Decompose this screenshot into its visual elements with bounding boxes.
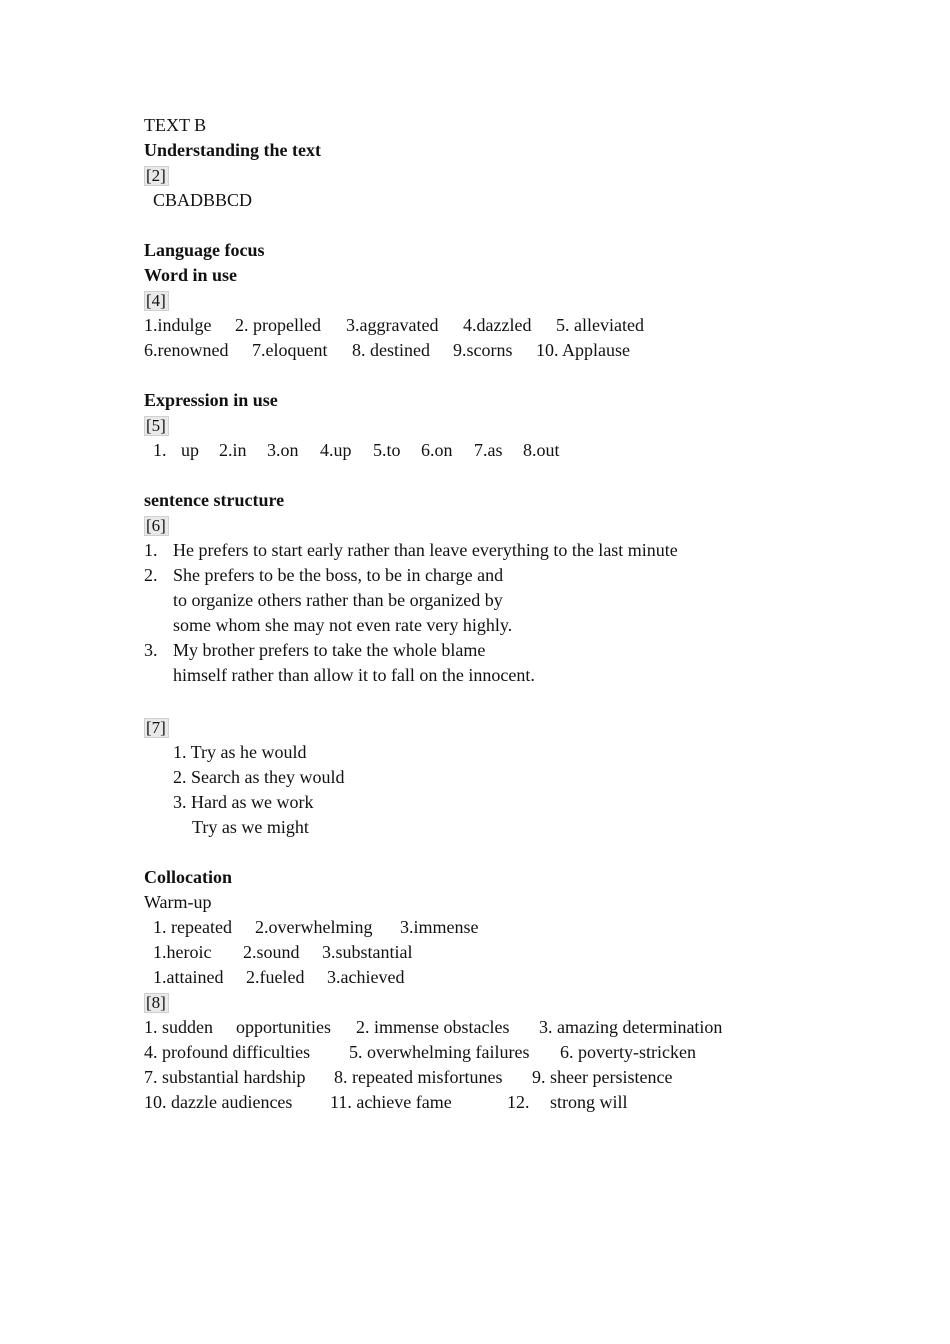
item-number: 2.: [144, 565, 158, 585]
answer-item: 5.to: [373, 440, 401, 460]
expression-in-use-row: [144, 438, 904, 463]
answer-item: 10. Applause: [536, 340, 630, 360]
word-in-use-row: [144, 313, 904, 338]
answer-item: 9. sheer persistence: [532, 1067, 673, 1087]
answer-item: 2.in: [219, 440, 247, 460]
warmup-label: Warm-up: [144, 892, 212, 912]
answer-item: 2.sound: [243, 942, 300, 962]
answer-item: 7.as: [474, 440, 503, 460]
answer-item: 3.achieved: [327, 967, 405, 987]
answer-key-document: [144, 113, 904, 1115]
item-text: to organize others rather than be organized by: [173, 590, 503, 610]
answer-item: 4. profound difficulties: [144, 1042, 311, 1062]
item-text: My brother prefers to take the whole blame: [173, 640, 486, 660]
answer-item: opportunities: [236, 1017, 331, 1037]
exercise-tag: [6]: [144, 516, 169, 536]
answer-item: 12.: [507, 1092, 530, 1112]
answer-item: 8. repeated misfortunes: [334, 1067, 503, 1087]
answer-item: 1.: [153, 440, 167, 460]
answer-item: 1.heroic: [153, 942, 212, 962]
collocation-heading: Collocation: [144, 867, 232, 887]
answer-item: 3.immense: [400, 917, 479, 937]
answer-item: 3.aggravated: [346, 315, 439, 335]
item-text: He prefers to start early rather than leave everything to the last minute: [173, 540, 678, 560]
answer-item: up: [181, 440, 199, 460]
answer-item: 3.on: [267, 440, 299, 460]
list-item: [144, 563, 904, 588]
answer-item: 2.fueled: [246, 967, 305, 987]
item-text: some whom she may not even rate very highly.: [173, 615, 513, 635]
word-in-use-row: [144, 338, 904, 363]
list-item: [144, 638, 904, 663]
answer-item: 11. achieve fame: [330, 1092, 452, 1112]
sentence-structure-heading: sentence structure: [144, 490, 285, 510]
answer-item: 8. destined: [352, 340, 430, 360]
answer-item: 6.renowned: [144, 340, 229, 360]
answer-item: 4.dazzled: [463, 315, 532, 335]
item-text: She prefers to be the boss, to be in charge and: [173, 565, 504, 585]
list-item: 2. Search as they would: [173, 767, 345, 787]
answer-item: 7. substantial hardship: [144, 1067, 306, 1087]
collocation-row: [144, 1090, 904, 1115]
exercise-tag: [5]: [144, 416, 169, 436]
expression-in-use-heading: Expression in use: [144, 390, 278, 410]
answer-item: 5. alleviated: [556, 315, 644, 335]
answer-item: strong will: [550, 1092, 628, 1112]
exercise-tag: [2]: [144, 166, 169, 186]
exercise-tag: [8]: [144, 993, 169, 1013]
section-title: TEXT B: [144, 115, 207, 135]
understanding-answer: CBADBBCD: [153, 190, 253, 210]
list-item: Try as we might: [192, 817, 309, 837]
answer-item: 1.indulge: [144, 315, 212, 335]
answer-item: 1.attained: [153, 967, 224, 987]
answer-item: 3.substantial: [322, 942, 413, 962]
item-number: 3.: [144, 640, 158, 660]
list-item: 3. Hard as we work: [173, 792, 314, 812]
answer-item: 10. dazzle audiences: [144, 1092, 293, 1112]
answer-item: 5. overwhelming failures: [349, 1042, 530, 1062]
answer-item: 1. sudden: [144, 1017, 213, 1037]
answer-item: 2.overwhelming: [255, 917, 373, 937]
answer-item: 3. amazing determination: [539, 1017, 723, 1037]
answer-item: 2. immense obstacles: [356, 1017, 510, 1037]
answer-item: 1. repeated: [153, 917, 232, 937]
language-focus-heading: Language focus: [144, 240, 265, 260]
list-item: 1. Try as he would: [173, 742, 307, 762]
warmup-row: [144, 915, 904, 940]
answer-item: 2. propelled: [235, 315, 321, 335]
item-text: himself rather than allow it to fall on the innocent.: [173, 665, 535, 685]
answer-item: 6.on: [421, 440, 453, 460]
warmup-row: [144, 940, 904, 965]
answer-item: 6. poverty-stricken: [560, 1042, 696, 1062]
exercise-tag: [4]: [144, 291, 169, 311]
collocation-row: [144, 1015, 904, 1040]
warmup-row: [144, 965, 904, 990]
word-in-use-heading: Word in use: [144, 265, 238, 285]
understanding-heading: Understanding the text: [144, 140, 322, 160]
exercise-tag: [7]: [144, 718, 169, 738]
list-item: [144, 538, 904, 563]
collocation-row: [144, 1040, 904, 1065]
item-number: 1.: [144, 540, 158, 560]
collocation-row: [144, 1065, 904, 1090]
answer-item: 4.up: [320, 440, 352, 460]
answer-item: 8.out: [523, 440, 560, 460]
answer-item: 7.eloquent: [252, 340, 328, 360]
answer-item: 9.scorns: [453, 340, 513, 360]
